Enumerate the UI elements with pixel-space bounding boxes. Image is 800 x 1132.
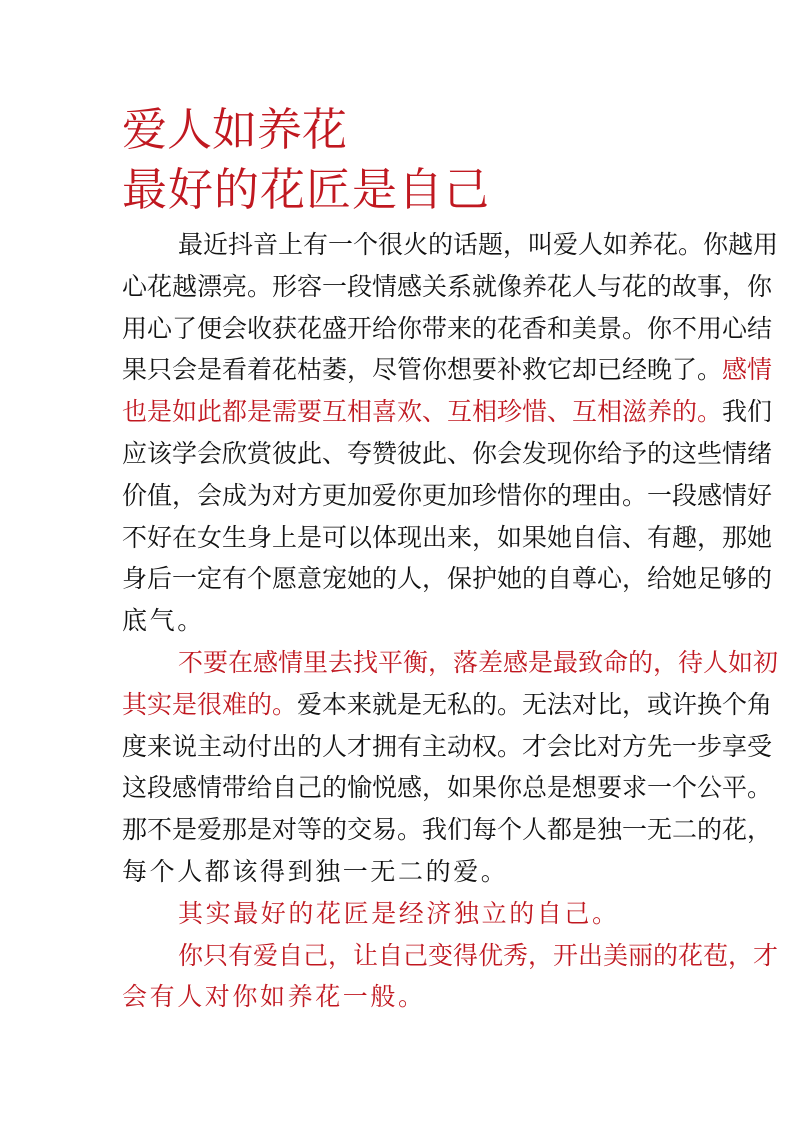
body-text: 果只会是看着花枯萎，尽管你想要补救它却已经晚了。 [122, 355, 723, 385]
body-text: 我们 [722, 397, 773, 427]
body-text: 最近抖音上有一个很火的话题，叫爱人如养花。你越用 [178, 230, 779, 259]
text-line [122, 976, 682, 1018]
article-body [122, 224, 779, 1018]
title-line-2: 最好的花匠是自己 [122, 163, 491, 216]
text-line [122, 558, 773, 600]
text-line [122, 600, 682, 642]
text-line [122, 224, 779, 266]
text-line [122, 349, 773, 391]
text-line [122, 767, 773, 809]
body-text: 爱本来就是无私的。无法对比，或许换个角 [297, 689, 773, 719]
body-text: 度来说主动付出的人才拥有主动权。才会比对方先一步享受 [122, 731, 773, 761]
highlighted-text: 感情 [722, 355, 773, 385]
body-text: 底气。 [122, 606, 205, 636]
text-line [122, 851, 682, 893]
text-line [122, 726, 773, 768]
text-line [122, 809, 773, 851]
text-line [122, 475, 773, 517]
title-line-1: 爱人如养花 [122, 103, 348, 156]
highlighted-text: 也是如此都是需要互相喜欢、互相珍惜、互相滋养的。 [122, 397, 723, 427]
body-text: 每个人都该得到独一无二的爱。 [122, 856, 509, 886]
text-line [122, 893, 682, 935]
body-text: 用心了便会收获花盛开给你带来的花香和美景。你不用心结 [122, 313, 773, 343]
highlighted-text: 会有人对你如养花一般。 [122, 982, 426, 1012]
text-line [122, 684, 773, 726]
body-text: 价值，会成为对方更加爱你更加珍惜你的理由。一段感情好 [122, 480, 773, 510]
text-line [122, 935, 779, 977]
body-text: 心花越漂亮。形容一段情感关系就像养花人与花的故事，你 [122, 271, 773, 301]
body-text: 那不是爱那是对等的交易。我们每个人都是独一无二的花， [122, 815, 773, 845]
body-text: 应该学会欣赏彼此、夸赞彼此、你会发现你给予的这些情绪 [122, 438, 773, 468]
text-line [122, 642, 779, 684]
text-line [122, 433, 773, 475]
text-line [122, 266, 773, 308]
text-line [122, 308, 773, 350]
highlighted-text: 你只有爱自己，让自己变得优秀，开出美丽的花苞，才 [178, 940, 779, 970]
highlighted-text: 其实是很难的。 [122, 689, 298, 719]
highlighted-text: 其实最好的花匠是经济独立的自己。 [178, 898, 620, 928]
body-text: 身后一定有个愿意宠她的人，保护她的自尊心，给她足够的 [122, 564, 773, 594]
text-line [122, 517, 773, 559]
text-line [122, 391, 773, 433]
body-text: 不好在女生身上是可以体现出来，如果她自信、有趣，那她 [122, 522, 773, 552]
body-text: 这段感情带给自己的愉悦感，如果你总是想要求一个公平。 [122, 773, 773, 803]
highlighted-text: 不要在感情里去找平衡，落差感是最致命的，待人如初 [178, 647, 779, 677]
